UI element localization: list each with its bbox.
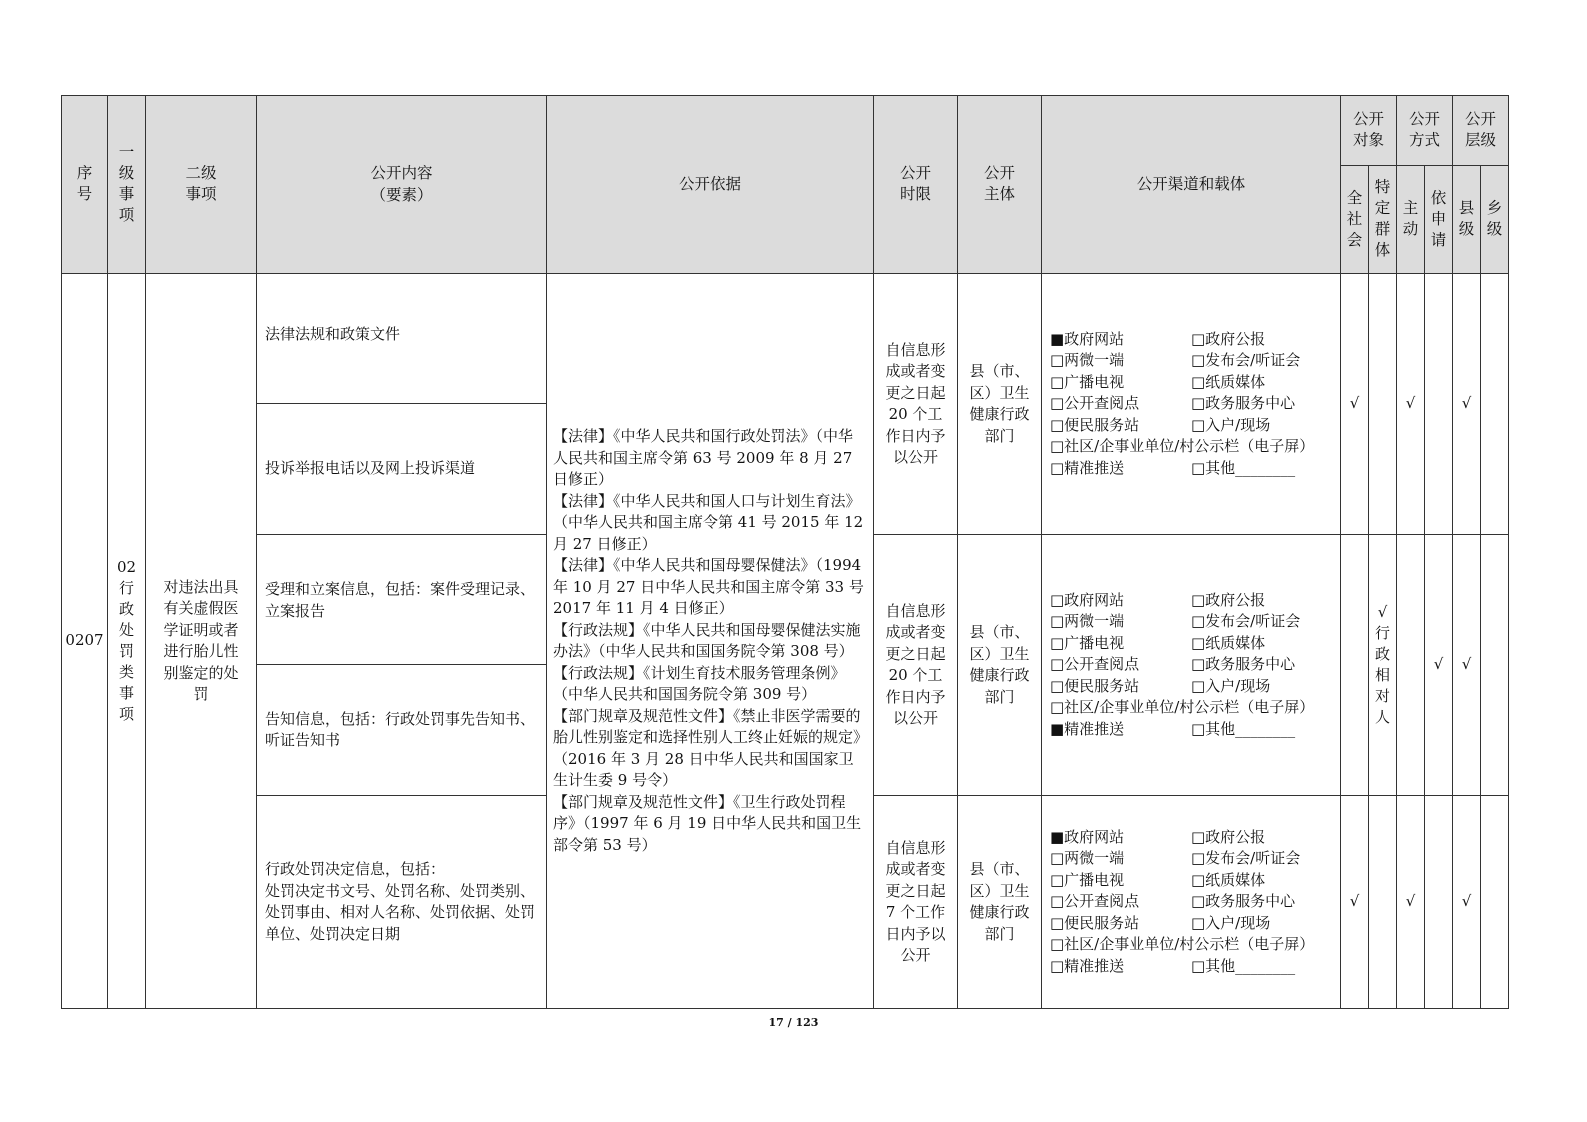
content-cell: 法律法规和政策文件	[257, 274, 547, 404]
content-cell: 告知信息，包括：行政处罚事先告知书、听证告知书	[257, 665, 547, 796]
basis-cell: 【法律】《中华人民共和国行政处罚法》（中华人民共和国主席令第 63 号 2009 年 8 月 27 日修正） 【法律】《中华人民共和国人口与计划生育法》（中华人民共和国主席令第 41 号 2015 年 12 月 27 日修正） 【法律】《中华人民共和国母婴保健法》（1994 年 10 月 27 日中华人民共和国主席令第 33 号 2017 年 11 月 4 日修正） 【行政法规】《中华人民共和国母婴保健法实施办法》（中华人民共和国国务院令第 308 号） 【行政法规】《计划生育技术服务管理条例》（中华人民共和国国务院令第 309 号） 【部门规章及规范性文件】《禁止非医学需要的胎儿性别鉴定和选择性别人工终止妊娠的规定》（2016 年 3 月 28 日中华人民共和国国家卫生计生委 9 号令） 【部门规章及规范性文件】《卫生行政处罚程序》（1997 年 6 月 19 日中华人民共和国卫生部令第 53 号）	[547, 274, 874, 1009]
channel-option: □政府网站	[1050, 590, 1125, 609]
channel-option: ■政府网站	[1050, 329, 1125, 348]
content-cell: 受理和立案信息，包括：案件受理记录、立案报告	[257, 535, 547, 665]
header-target-all: 全社会	[1341, 166, 1369, 274]
channel-option: □广播电视	[1050, 633, 1125, 652]
table-row	[62, 274, 1509, 404]
header-seq: 序号	[62, 96, 108, 274]
mark-target-all: √	[1341, 274, 1369, 535]
channel-option: □便民服务站	[1050, 415, 1140, 434]
channel-option: □纸质媒体	[1191, 870, 1266, 889]
header-channels: 公开渠道和载体	[1042, 96, 1341, 274]
time-limit-cell: 自信息形成或者变更之日起 20 个工作日内予以公开	[874, 274, 958, 535]
mark-level-county: √	[1453, 535, 1481, 796]
mark-target-all	[1341, 535, 1369, 796]
channel-option: □政务服务中心	[1191, 655, 1296, 674]
channel-option: □两微一端	[1050, 612, 1125, 631]
channel-option: □其他________	[1191, 719, 1296, 738]
channel-option: □发布会/听证会	[1191, 849, 1301, 868]
header-level1: 一级事项	[108, 96, 146, 274]
mark-level-town	[1481, 535, 1509, 796]
header-content: 公开内容 （要素）	[257, 96, 547, 274]
channel-option: □社区/企事业单位/村公示栏（电子屏）	[1050, 935, 1315, 954]
channel-option: □政府公报	[1191, 590, 1266, 609]
channel-option: □两微一端	[1050, 849, 1125, 868]
content-cell: 投诉举报电话以及网上投诉渠道	[257, 404, 547, 535]
mark-method-request: √	[1425, 535, 1453, 796]
channel-option: □两微一端	[1050, 351, 1125, 370]
header-basis: 公开依据	[547, 96, 874, 274]
subject-cell: 县（市、区）卫生健康行政部门	[958, 535, 1042, 796]
channel-option: □政务服务中心	[1191, 892, 1296, 911]
channel-option: □便民服务站	[1050, 676, 1140, 695]
item-level2: 对违法出具有关虚假医学证明或者进行胎儿性别鉴定的处罚	[146, 274, 257, 1009]
channel-option: □入户/现场	[1191, 676, 1271, 695]
channel-option: □便民服务站	[1050, 913, 1140, 932]
channel-option: □纸质媒体	[1191, 633, 1266, 652]
time-limit-cell: 自信息形成或者变更之日起 7 个工作日内予以公开	[874, 796, 958, 1009]
header-time-limit: 公开时限	[874, 96, 958, 274]
mark-level-county: √	[1453, 274, 1481, 535]
channel-option: □社区/企事业单位/村公示栏（电子屏）	[1050, 698, 1315, 717]
channels-cell	[1042, 274, 1341, 535]
header-level2: 二级事项	[146, 96, 257, 274]
channel-option: ■精准推送	[1050, 719, 1125, 738]
mark-target-specific	[1369, 274, 1397, 535]
table-body	[62, 274, 1509, 1009]
item-seq: 0207	[62, 274, 108, 1009]
mark-level-town	[1481, 274, 1509, 535]
header-level-county: 县级	[1453, 166, 1481, 274]
header-method-active: 主动	[1397, 166, 1425, 274]
page-number: 17 / 123	[768, 1016, 819, 1029]
header-target-group: 公开对象	[1341, 96, 1397, 166]
channel-option: □其他________	[1191, 458, 1296, 477]
channel-option: ■政府网站	[1050, 827, 1125, 846]
header-level-group: 公开层级	[1453, 96, 1509, 166]
header-method-group: 公开方式	[1397, 96, 1453, 166]
channel-option: □公开查阅点	[1050, 394, 1140, 413]
mark-level-county: √	[1453, 796, 1481, 1009]
channels-cell	[1042, 796, 1341, 1009]
mark-target-specific: √行政相对人	[1369, 535, 1397, 796]
mark-level-town	[1481, 796, 1509, 1009]
mark-method-active: √	[1397, 796, 1425, 1009]
disclosure-table	[61, 95, 1509, 1009]
channel-option: □政府公报	[1191, 827, 1266, 846]
subject-cell: 县（市、区）卫生健康行政部门	[958, 796, 1042, 1009]
content-cell: 行政处罚决定信息，包括： 处罚决定书文号、处罚名称、处罚类别、处罚事由、相对人名称、处罚依据、处罚单位、处罚决定日期	[257, 796, 547, 1009]
header-subject: 公开主体	[958, 96, 1042, 274]
channel-option: □其他________	[1191, 956, 1296, 975]
mark-method-request	[1425, 274, 1453, 535]
channel-option: □政府公报	[1191, 329, 1266, 348]
mark-method-active: √	[1397, 274, 1425, 535]
channel-option: □社区/企事业单位/村公示栏（电子屏）	[1050, 437, 1315, 456]
time-limit-cell: 自信息形成或者变更之日起 20 个工作日内予以公开	[874, 535, 958, 796]
channel-option: □纸质媒体	[1191, 372, 1266, 391]
header-level-town: 乡级	[1481, 166, 1509, 274]
header-method-request: 依申请	[1425, 166, 1453, 274]
channel-option: □入户/现场	[1191, 913, 1271, 932]
channel-option: □广播电视	[1050, 870, 1125, 889]
channel-option: □精准推送	[1050, 956, 1125, 975]
mark-target-specific	[1369, 796, 1397, 1009]
channel-option: □精准推送	[1050, 458, 1125, 477]
channel-option: □发布会/听证会	[1191, 612, 1301, 631]
channel-option: □发布会/听证会	[1191, 351, 1301, 370]
header-target-specific: 特定群体	[1369, 166, 1397, 274]
table-header	[62, 96, 1509, 274]
channel-option: □公开查阅点	[1050, 892, 1140, 911]
subject-cell: 县（市、区）卫生健康行政部门	[958, 274, 1042, 535]
mark-method-request	[1425, 796, 1453, 1009]
item-level1: 02 行政处罚类事项	[108, 274, 146, 1009]
channels-cell	[1042, 535, 1341, 796]
channel-option: □广播电视	[1050, 372, 1125, 391]
channel-option: □公开查阅点	[1050, 655, 1140, 674]
channel-option: □政务服务中心	[1191, 394, 1296, 413]
mark-method-active	[1397, 535, 1425, 796]
mark-target-all: √	[1341, 796, 1369, 1009]
channel-option: □入户/现场	[1191, 415, 1271, 434]
